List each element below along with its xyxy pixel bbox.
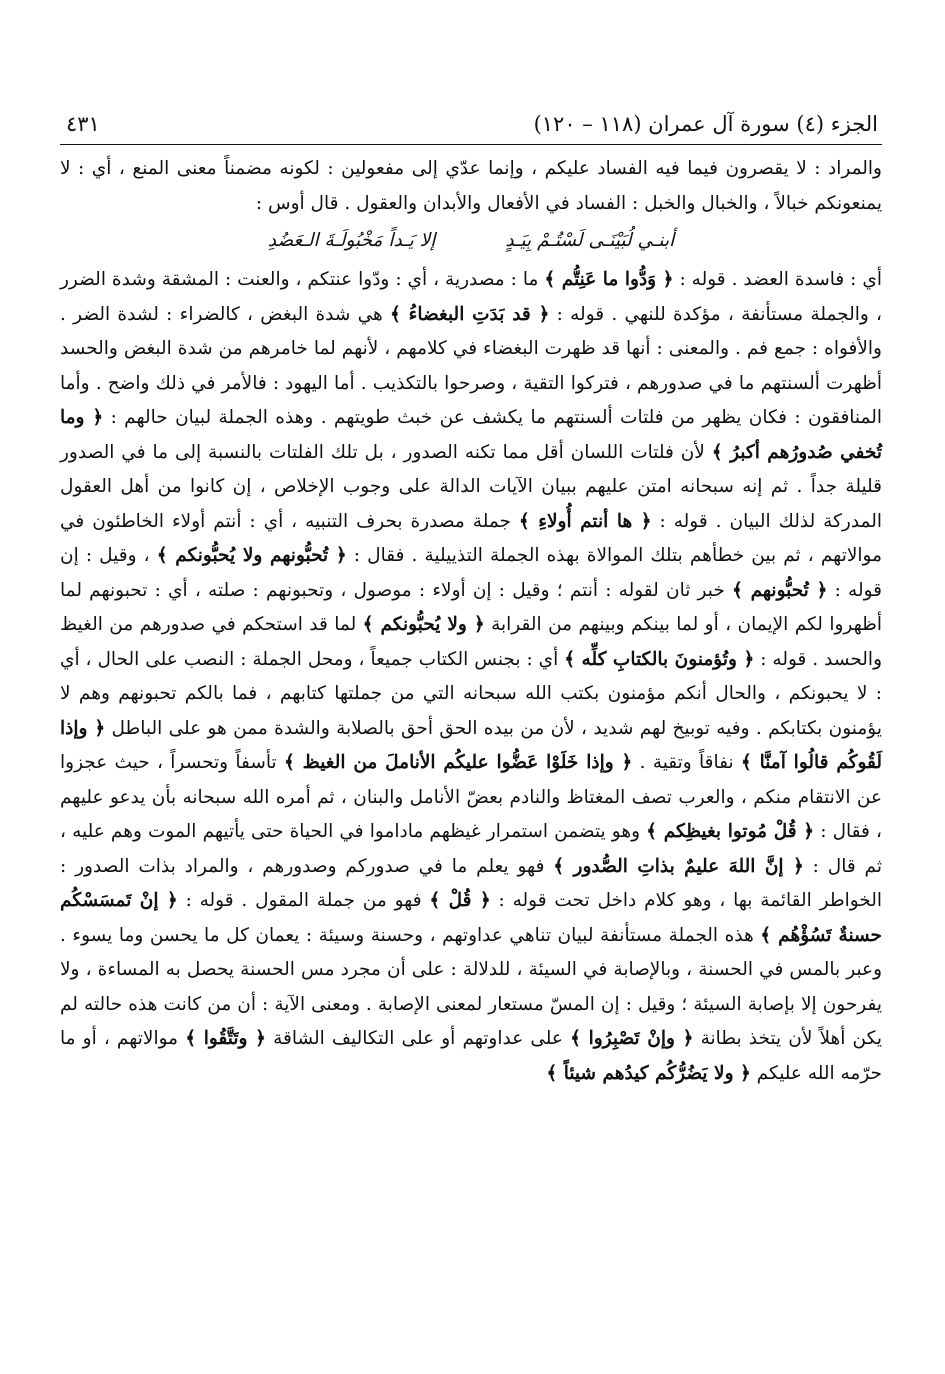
quran-quote: ﴿ قد بَدَتِ البغضاءُ ﴾	[390, 303, 550, 325]
text-segment: فهو يعلم ما في صدوركم وصدورهم ، والمراد بذات الصدور : الخواطر القائمة بها ، وهو كلام داخل تحت قوله :	[60, 855, 882, 911]
text-segment: وهو يتضمن استمرار غيظهم ماداموا في الحياة حتى يأتيهم الموت وهم عليه ، ثم قال :	[60, 821, 882, 877]
text-segment: ، وقيل : إن قوله :	[60, 545, 882, 601]
quran-quote: ﴿ ها أنتم أُولاءِ ﴾	[518, 510, 652, 532]
verse-hemistich-second: إلا يَـداً مَخْبُولَـةَ الـعَضُدِ	[267, 230, 436, 251]
page-header	[66, 108, 878, 140]
quran-quote: ﴿ وإنْ تَصْبِرُوا ﴾	[570, 1028, 694, 1049]
text-segment: لأن فلتات اللسان أقل مما تكنه الصدور ، بل تلك الفلتات بالنسبة إلى ما في الصدور قليلة جداً . ثم إنه سبحانه امتن عليهم ببيان الآيات الدالة على وجوب الإخلاص ، إن كانوا من أهل العقول المدركة لذلك البيان . قوله :	[60, 441, 883, 532]
quran-quote: ﴿ وَدُّوا ما عَنِتُّم ﴾	[544, 269, 674, 290]
text-segment: على عداوتهم أو على التكاليف الشاقة	[265, 1028, 571, 1049]
text-segment: تأسفاً وتحسراً ، حيث عجزوا عن الانتقام منكم ، والعرب تصف المغتاظ والنادم بعضّ الأنامل والبنان ، ثم أمره الله سبحانه بأن يدعو عليهم ، فقال :	[60, 752, 882, 842]
text-segment: لما قد استحكم في صدورهم من الغيظ والحسد . قوله :	[60, 614, 882, 670]
page-number: ٤٣١	[66, 112, 100, 136]
text-segment: فهو من جملة المقول . قوله :	[177, 890, 430, 911]
quran-quote: ﴿ قُلْ ﴾	[429, 890, 491, 911]
quran-quote: ﴿ وتُؤمنونَ بالكتابِ كلِّه ﴾	[564, 648, 755, 670]
text-segment: أي : بجنس الكتاب جميعاً ، ومحل الجملة : النصب على الحال ، أي : لا يحبونكم ، والحال أنكم مؤمنون بكتب الله سبحانه التي من جملتها كتابهم ، فما بالكم تحبونهم وهم لا يؤمنون بكتابكم . وفيه توبيخ لهم شديد ، لأن من بيده الحق أحق بالصلابة والشدة ممن هو على الباطل	[60, 648, 883, 739]
text-segment: نفاقاً وتقية .	[632, 752, 741, 773]
text-segment: هي شدة البغض ، كالضراء : لشدة الضر . والأفواه : جمع فم . والمعنى : أنها قد ظهرت البغضاء في كلامهم ، لأنهم لما خامرهم من شدة البغض والحسد أظهرت ألسنتهم ما في صدورهم ، فتركوا التقية ، وصرحوا بالتكذيب . أما اليهود : فالأمر في ذلك واضح . وأما المنافقون : فكان يظهر من فلتات ألسنتهم ما يكشف عن خبث طويتهم . وهذه الجملة لبيان حالهم :	[60, 303, 882, 428]
header-divider	[60, 144, 882, 145]
quran-quote: ﴿ إنْ تَمسَسْكُم حسنةٌ تَسُؤْهُم ﴾	[60, 890, 882, 946]
text-segment: هذه الجملة مستأنفة لبيان تناهي عداوتهم ، وحسنة وسيئة : يعمان كل ما يحسن وما يسوء . وعبر بالمس في الحسنة ، وبالإصابة في السيئة ، للدلالة : على أن مجرد مس الحسنة يحصل به المساءة ، ولا يفرحون إلا بإصابة السيئة ؛ وقيل : إن المسّ مستعار لمعنى الإصابة . ومعنى الآية : أن من كانت هذه حالته لم يكن أهلاً لأن يتخذ بطانة	[60, 924, 882, 1049]
body-text	[60, 152, 882, 1091]
quran-quote: ﴿ وإذا لَقُوكُم قالُوا آمنَّا ﴾	[60, 717, 883, 773]
emphasized-text: ﴿ ولا يَضُرُّكُم كيدُهم شيئاً ﴾	[546, 1062, 751, 1084]
quran-quote: ﴿ ولا يُحبُّونكم ﴾	[362, 614, 485, 635]
quran-quote: ﴿ تُحبُّونهم ولا يُحبُّونكم ﴾	[156, 545, 347, 566]
text-segment: موالاتهم ، أو ما حرّمه الله عليكم	[60, 1028, 882, 1084]
poetry-verse	[60, 221, 882, 261]
text-segment: ما : مصدرية ، أي : ودّوا عنتكم ، والعنت : المشقة وشدة الضرر ، والجملة مستأنفة ، مؤكدة للنهي . قوله :	[60, 269, 883, 325]
quran-quote: ﴿ وإذا خَلَوْا عَضُّوا عليكُم الأناملَ من الغيظ ﴾	[283, 752, 633, 773]
text-segment: خبر ثان لقوله : أنتم ؛ وقيل : إن أولاء : موصول ، وتحبونهم : صلته ، أي : تحبونهم لما أظهروا لكم الإيمان ، أو لما بينكم وبينهم من القرابة	[60, 579, 882, 635]
quran-quote: ﴿ قُلْ مُوتوا بغيظِكم ﴾	[646, 821, 815, 842]
quran-quote: ﴿ وما تُخفي صُدورُهم أكبرُ ﴾	[60, 407, 883, 463]
running-title: الجزء (٤) سورة آل عمران (١١٨ – ١٢٠)	[533, 112, 878, 136]
verse-hemistich-first: أبنـي لُبَيْنَـى لَسْتُـمْ بِيَـدٍ	[505, 230, 675, 251]
paragraph	[60, 263, 882, 1091]
quran-quote: ﴿ وتَتَّقُوا ﴾	[185, 1028, 266, 1049]
text-segment: أي : فاسدة العضد . قوله :	[673, 269, 882, 290]
text-segment: جملة مصدرة بحرف التنبيه ، أي : أنتم أولاء الخاطئون في موالاتهم ، ثم بين خطأهم بتلك الموالاة بهذه الجملة التذييلية . فقال :	[60, 510, 883, 566]
quran-quote: ﴿ تُحبُّونهم ﴾	[731, 579, 828, 601]
text-segment: والمراد : لا يقصرون فيما فيه الفساد عليكم ، وإنما عدّي إلى مفعولين : لكونه مضمناً معنى المنع ، أي : لا يمنعونكم خبالاً ، والخبال والخبل : الفساد في الأفعال والأبدان والعقول . قال أوس :	[60, 158, 882, 214]
paragraph	[60, 152, 882, 221]
quran-quote: ﴿ إنَّ اللهَ عليمٌ بذاتِ الصُّدور ﴾	[553, 855, 804, 877]
